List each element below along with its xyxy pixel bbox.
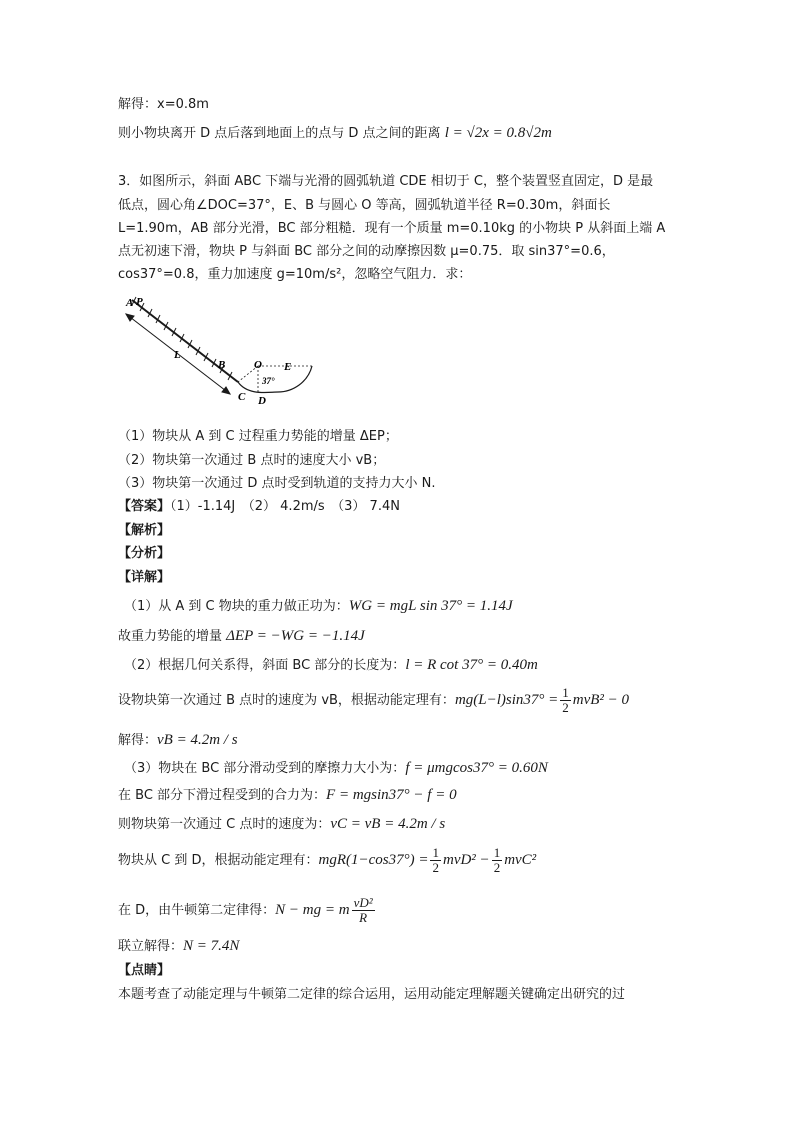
- fenxi-header: 【分析】: [118, 546, 171, 561]
- detail-step-1: [124, 597, 513, 616]
- problem-line-5: cos37°=0.8，重力加速度 g=10m/s²，忽略空气阻力．求：: [118, 267, 472, 282]
- detail-step-6: [124, 759, 548, 778]
- label-B: B: [218, 359, 226, 371]
- detail-step-5-formula: vB = 4.2m / s: [157, 732, 238, 748]
- detail-step-3-formula: l = R cot 37° = 0.40m: [405, 657, 538, 673]
- detail-step-1-text: （1）从 A 到 C 物块的重力做正功为：: [124, 599, 349, 614]
- distance-line: [118, 124, 552, 143]
- frac-numerator: 1: [493, 845, 501, 860]
- detail-step-2: [118, 627, 365, 646]
- detail-step-7-text: 在 BC 部分下滑过程受到的合力为：: [118, 788, 327, 803]
- answer-line: [118, 498, 400, 516]
- problem-line-1: 3．如图所示，斜面 ABC 下端与光滑的圆弧轨道 CDE 相切于 C，整个装置竖直固定，D 是最: [118, 174, 654, 189]
- answer-label: 【答案】: [118, 499, 171, 514]
- label-E: E: [284, 361, 292, 373]
- detail-step-3-text: （2）根据几何关系得，斜面 BC 部分的长度为：: [124, 658, 406, 673]
- detail-step-4: [118, 684, 629, 717]
- detail-step-9-fraction-1: [430, 846, 441, 875]
- label-L: L: [174, 349, 181, 361]
- detail-step-9-formula-left: mgR(1−cos37°) =: [318, 852, 429, 868]
- question-1: （1）物块从 A 到 C 过程重力势能的增量 ΔEP；: [118, 429, 398, 444]
- frac-numerator: 1: [562, 685, 569, 700]
- incline-track-figure: [118, 292, 318, 414]
- frac-denominator: 2: [493, 860, 501, 875]
- detail-step-4-text: 设物块第一次通过 B 点时的速度为 vB，根据动能定理有：: [118, 693, 455, 708]
- frac-numerator: 1: [432, 845, 439, 860]
- detail-step-10-text: 在 D，由牛顿第二定律得：: [118, 903, 276, 918]
- detail-step-9-fraction-2: [492, 846, 503, 875]
- detail-step-10: [118, 890, 377, 931]
- frac-denominator: R: [359, 910, 368, 925]
- detail-step-1-formula: WG = mgL sin 37° = 1.14J: [348, 598, 513, 614]
- detail-step-9-formula-mid: mvD² −: [442, 852, 490, 868]
- detail-step-5: [118, 731, 238, 750]
- detail-step-4-formula-right: mvB² − 0: [572, 692, 630, 708]
- detail-step-6-formula: f = μmgcos37° = 0.60N: [405, 760, 548, 776]
- angle-label: 37°: [262, 376, 275, 386]
- frac-denominator: 2: [432, 860, 439, 875]
- question-2: （2）物块第一次通过 B 点时的速度大小 vB；: [118, 453, 386, 468]
- detail-step-2-text: 故重力势能的增量: [118, 629, 223, 644]
- detail-step-8: [118, 815, 445, 834]
- label-A: A: [126, 297, 134, 309]
- detail-step-3: [124, 656, 538, 675]
- detail-step-7-formula: F = mgsin37° − f = 0: [326, 787, 457, 803]
- detail-step-9-formula-right: mvC²: [504, 852, 537, 868]
- detail-step-8-formula: vC = vB = 4.2m / s: [330, 816, 446, 832]
- problem-line-3: L=1.90m，AB 部分光滑，BC 部分粗糙．现有一个质量 m=0.10kg 的小物块 P 从斜面上端 A: [118, 221, 666, 236]
- comment-header: 【点睛】: [118, 963, 171, 978]
- answer-text: （1）-1.14J （2） 4.2m/s （3） 7.4N: [170, 499, 400, 514]
- detail-step-11-text: 联立解得：: [118, 939, 184, 954]
- label-P: P: [136, 296, 143, 308]
- detail-step-10-fraction: [352, 896, 375, 925]
- arc-track: [238, 366, 312, 393]
- detail-step-5-text: 解得：: [118, 733, 158, 748]
- label-O: O: [254, 359, 262, 371]
- label-D: D: [258, 395, 266, 407]
- detail-step-7: [118, 786, 457, 805]
- detail-step-4-formula-left: mg(L−l)sin37° =: [454, 692, 559, 708]
- distance-formula: l = √2x = 0.8√2m: [444, 125, 552, 141]
- detail-step-11: [118, 937, 239, 956]
- detail-step-9-text: 物块从 C 到 D，根据动能定理有：: [118, 853, 319, 868]
- detail-step-4-fraction: [560, 686, 571, 715]
- detail-step-10-formula-left: N − mg = m: [275, 902, 350, 918]
- detail-step-2-formula: ΔEP = −WG = −1.14J: [226, 628, 365, 644]
- problem-line-2: 低点，圆心角∠DOC=37°，E、B 与圆心 O 等高，圆弧轨道半径 R=0.30m，斜面长: [118, 198, 611, 213]
- analysis-header: 【解析】: [118, 523, 171, 538]
- comment-text: 本题考查了动能定理与牛顿第二定律的综合运用，运用动能定理解题关键确定出研究的过: [118, 987, 626, 1002]
- problem-line-4: 点无初速下滑，物块 P 与斜面 BC 部分之间的动摩擦因数 μ=0.75．取 sin37°=0.6，: [118, 244, 615, 259]
- question-3: （3）物块第一次通过 D 点时受到轨道的支持力大小 N.: [118, 476, 436, 491]
- label-C: C: [238, 391, 246, 403]
- frac-numerator: vD²: [353, 895, 373, 910]
- detail-step-6-text: （3）物块在 BC 部分滑动受到的摩擦力大小为：: [124, 761, 406, 776]
- solve-x-line: 解得：x=0.8m: [118, 97, 209, 112]
- frac-denominator: 2: [562, 700, 569, 715]
- detail-step-8-text: 则物块第一次通过 C 点时的速度为：: [118, 817, 331, 832]
- detail-header: 【详解】: [118, 570, 171, 585]
- distance-text: 则小物块离开 D 点后落到地面上的点与 D 点之间的距离: [118, 126, 441, 141]
- detail-step-9: [118, 842, 536, 879]
- detail-step-11-formula: N = 7.4N: [183, 938, 240, 954]
